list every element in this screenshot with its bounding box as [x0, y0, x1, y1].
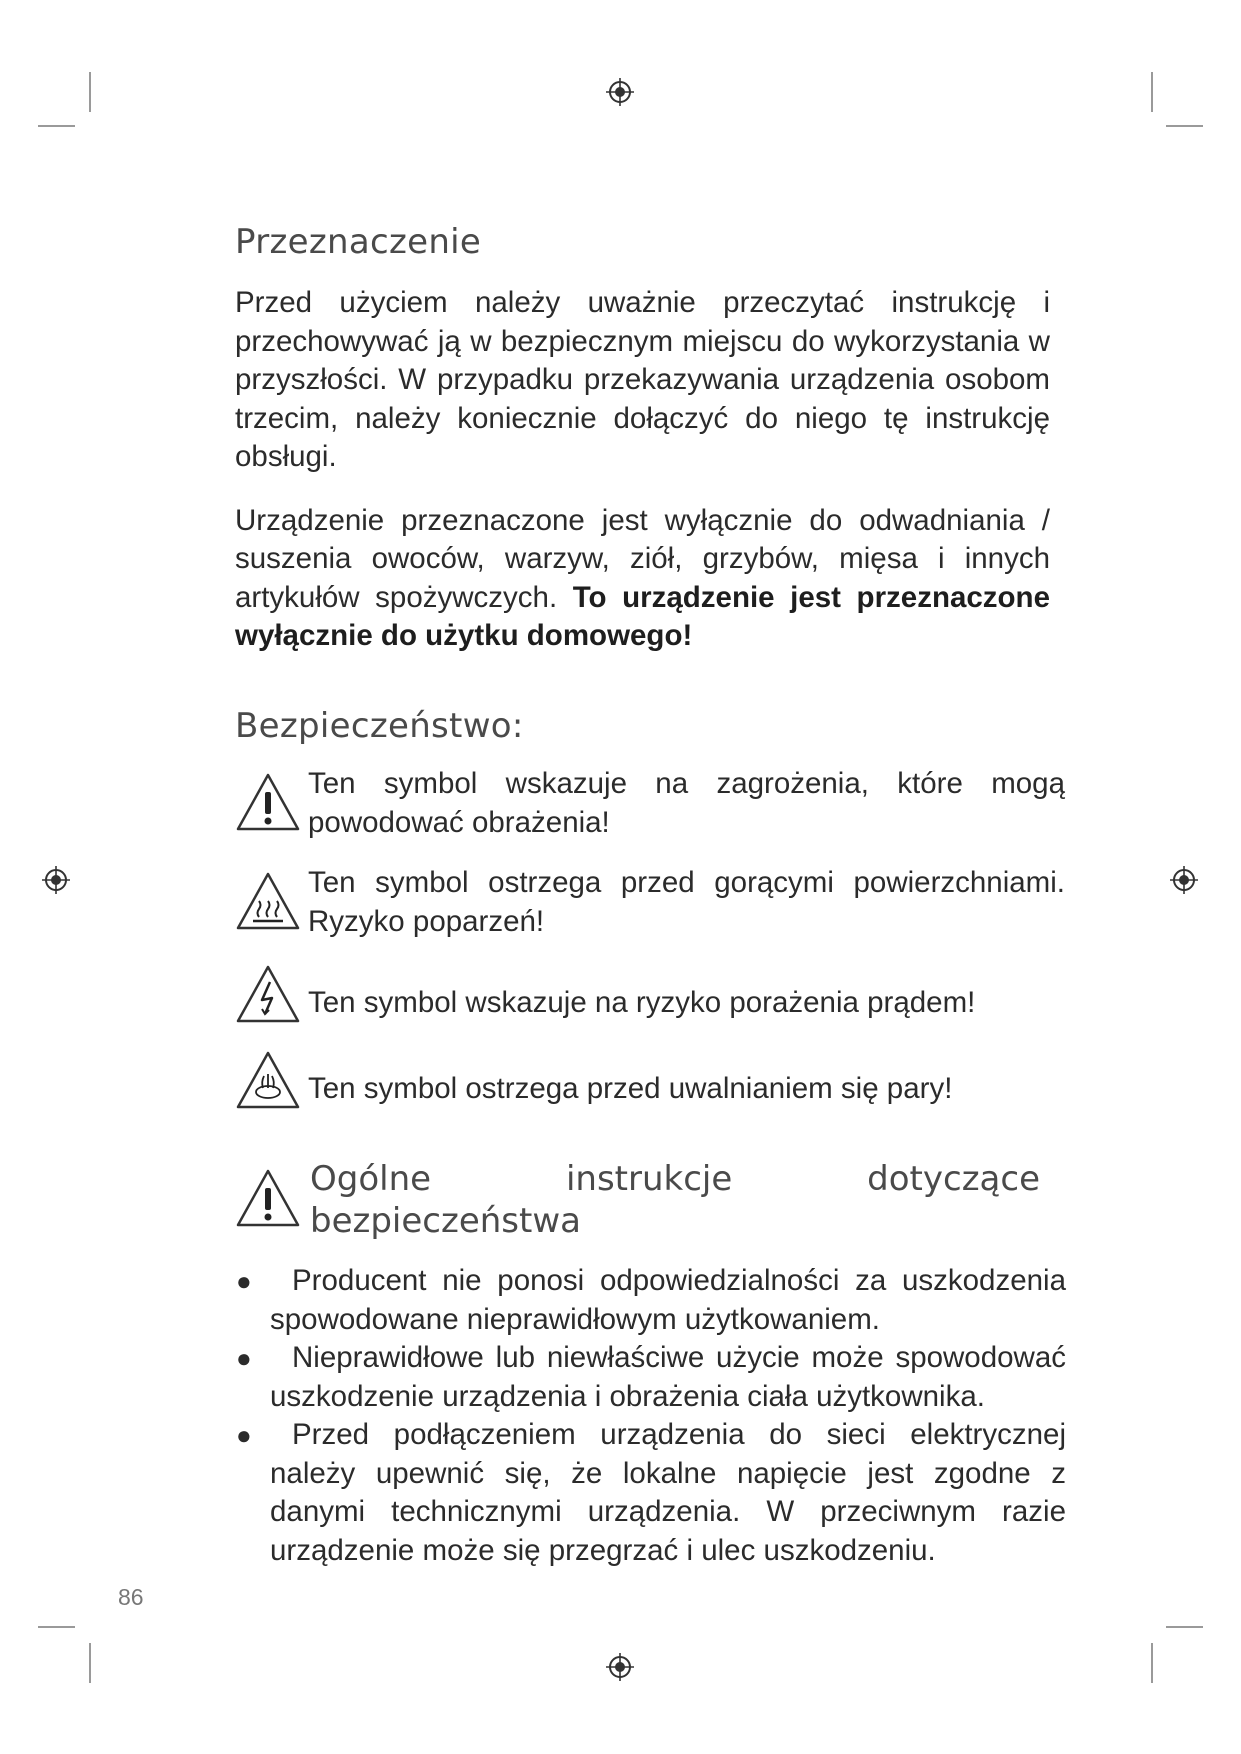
list-item-text: Nieprawidłowe lub niewłaściwe użycie może spowodować uszkodzenie urządzenia i obrażenia ciała użytkownika. — [270, 1341, 1066, 1413]
purpose-paragraph-2-text: Urządzenie przeznaczone jest wyłącznie do odwadniania / suszenia owoców, warzyw, ziół, grzybów, mięsa i innych artykułów spożywczych. — [235, 503, 1050, 614]
registration-mark-icon — [605, 1652, 635, 1682]
title-word: Ogólne — [310, 1159, 432, 1199]
list-item — [230, 1416, 1066, 1570]
safety-bullet-list — [230, 1262, 1066, 1570]
section-title-safety: Bezpieczeństwo: — [235, 705, 524, 746]
purpose-section — [235, 222, 1050, 746]
title-word: dotyczące — [867, 1159, 1040, 1199]
symbol-description: Ten symbol ostrzega przed uwalnianiem się pary! — [308, 1072, 953, 1105]
registration-mark-icon — [605, 77, 635, 107]
crop-mark — [1151, 1643, 1153, 1683]
electric-shock-icon — [235, 964, 301, 1024]
crop-mark — [38, 1626, 75, 1628]
crop-mark — [1151, 72, 1153, 112]
bullet-icon: ● — [236, 1343, 252, 1373]
registration-mark-icon — [1169, 865, 1199, 895]
general-safety-title-line-1 — [310, 1158, 1040, 1200]
crop-mark — [1166, 1626, 1203, 1628]
list-item-text: Przed podłączeniem urządzenia do sieci elektrycznej należy upewnić się, że lokalne napięcie jest zgodne z danymi technicznymi urządzenia. W przeciwnym razie urządzenie może się przegrzać i ulec uszkodzeniu. — [270, 1418, 1066, 1567]
list-item — [230, 1339, 1066, 1416]
household-use-notice: To urządzenie jest przeznaczone wyłącznie do użytku domowego! — [235, 580, 1050, 652]
crop-mark — [89, 1643, 91, 1683]
symbol-description: Ten symbol wskazuje na zagrożenia, które mogą powodować obrażenia! — [308, 767, 1065, 839]
hot-surface-icon — [235, 871, 301, 931]
crop-mark — [89, 72, 91, 112]
crop-mark — [1166, 125, 1203, 127]
symbol-description: Ten symbol wskazuje na ryzyko porażenia prądem! — [308, 986, 976, 1019]
purpose-paragraph-2 — [235, 502, 1050, 656]
steam-icon — [235, 1050, 301, 1110]
page-number: 86 — [118, 1584, 144, 1610]
list-item — [230, 1262, 1066, 1339]
list-item-text: Producent nie ponosi odpowiedzialności za uszkodzenia spowodowane nieprawidłowym użytkowaniem. — [270, 1264, 1066, 1336]
symbol-row-steam — [235, 1050, 1065, 1120]
general-safety-title-line-2: bezpieczeństwa — [310, 1201, 581, 1241]
bullet-icon: ● — [236, 1266, 252, 1296]
section-title-general-safety — [310, 1158, 1040, 1242]
symbol-row-electric-shock — [235, 964, 1065, 1034]
warning-exclamation-icon — [235, 1168, 301, 1228]
registration-mark-icon — [41, 865, 71, 895]
purpose-paragraph-1: Przed użyciem należy uważnie przeczytać instrukcję i przechowywać ją w bezpiecznym miejscu do wykorzystania w przyszłości. W przypadku przekazywania urządzenia osobom trzecim, należy koniecznie dołączyć do niego tę instrukcję obsługi. — [235, 286, 1050, 473]
symbol-row-hot-surface — [235, 864, 1065, 944]
title-word: instrukcje — [565, 1159, 733, 1199]
symbol-description: Ten symbol ostrzega przed gorącymi powierzchniami. Ryzyko poparzeń! — [308, 866, 1065, 938]
bullet-icon: ● — [236, 1420, 252, 1450]
symbol-row-general-hazard — [235, 765, 1065, 845]
crop-mark — [38, 125, 75, 127]
warning-exclamation-icon — [235, 772, 301, 832]
section-title-purpose: Przeznaczenie — [235, 222, 482, 262]
